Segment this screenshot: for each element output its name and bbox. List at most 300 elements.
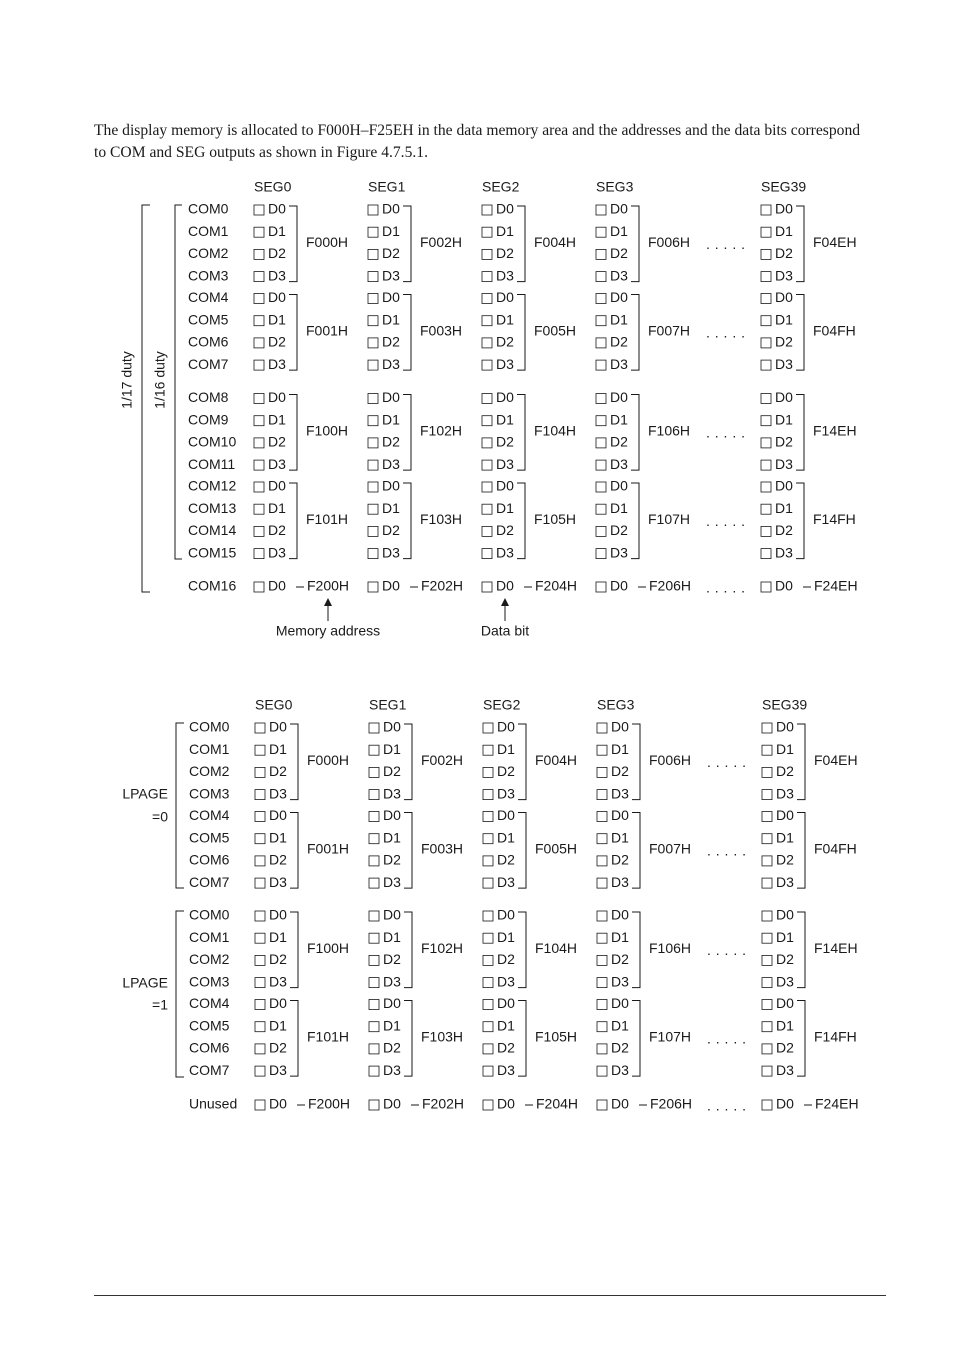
bit-checkbox xyxy=(369,834,379,844)
bit-checkbox xyxy=(596,582,606,592)
lpage-1-bracket xyxy=(176,911,184,1077)
data-bit-label: D1 xyxy=(496,311,514,328)
bit-checkbox xyxy=(369,790,379,800)
bit-checkbox xyxy=(483,790,493,800)
data-bit-label: D2 xyxy=(268,245,286,262)
data-bit-label: D3 xyxy=(611,1061,629,1078)
address-bracket xyxy=(404,1001,412,1077)
address-bracket xyxy=(290,1001,298,1077)
memory-address-label: F101H xyxy=(306,511,349,528)
memory-address-label: F002H xyxy=(421,752,464,769)
bit-checkbox xyxy=(255,933,265,943)
bit-checkbox xyxy=(368,272,378,282)
bit-checkbox xyxy=(761,394,771,404)
data-bit-label: D2 xyxy=(382,433,400,450)
bit-checkbox xyxy=(761,316,771,326)
memory-address-label: F007H xyxy=(648,322,691,339)
bit-checkbox xyxy=(254,504,264,514)
bit-checkbox xyxy=(482,549,492,559)
data-bit-label: D2 xyxy=(611,763,629,780)
data-bit-label: D1 xyxy=(776,829,794,846)
data-bit-label: D0 xyxy=(269,807,287,824)
com-label: COM7 xyxy=(189,1061,230,1078)
com-label: COM5 xyxy=(189,829,230,846)
address-bracket xyxy=(290,813,298,889)
bit-checkbox xyxy=(597,955,607,965)
data-bit-label: D3 xyxy=(611,973,629,990)
data-bit-label: D3 xyxy=(610,455,628,472)
bit-checkbox xyxy=(368,360,378,370)
bit-checkbox xyxy=(597,1100,607,1110)
data-bit-label: D0 xyxy=(776,995,794,1012)
bit-checkbox xyxy=(482,272,492,282)
com-label: COM4 xyxy=(189,807,230,824)
data-bit-label: D1 xyxy=(383,829,401,846)
bit-checkbox xyxy=(482,294,492,304)
data-bit-label: D3 xyxy=(497,873,515,890)
data-bit-label: D1 xyxy=(268,411,286,428)
data-bit-label: D1 xyxy=(610,222,628,239)
segment-header-seg0: SEG0 xyxy=(255,696,293,713)
data-bit-label: D1 xyxy=(610,499,628,516)
bit-checkbox xyxy=(483,955,493,965)
memory-address-label: F103H xyxy=(420,511,463,528)
bit-checkbox xyxy=(761,526,771,536)
bit-checkbox xyxy=(254,272,264,282)
data-bit-label: D3 xyxy=(383,873,401,890)
memory-address-label: F202H xyxy=(421,577,464,594)
bit-checkbox xyxy=(597,745,607,755)
data-bit-label: D2 xyxy=(268,433,286,450)
address-bracket xyxy=(632,912,640,988)
memory-address-label: F001H xyxy=(307,840,350,857)
bit-checkbox xyxy=(596,416,606,426)
data-bit-label: D1 xyxy=(611,740,629,757)
arrow-head xyxy=(501,598,509,606)
com-label: COM12 xyxy=(188,477,237,494)
data-bit-label: D2 xyxy=(269,851,287,868)
address-bracket xyxy=(289,483,297,559)
bit-checkbox xyxy=(368,249,378,259)
footer-rule xyxy=(94,1295,886,1296)
bit-checkbox xyxy=(255,834,265,844)
data-bit-label: D1 xyxy=(776,1017,794,1034)
data-bit-label: D3 xyxy=(610,544,628,561)
com-label: COM0 xyxy=(188,200,229,217)
data-bit-label: D1 xyxy=(497,1017,515,1034)
com-label: COM7 xyxy=(189,873,230,890)
address-bracket xyxy=(290,724,298,800)
bit-checkbox xyxy=(596,394,606,404)
bit-checkbox xyxy=(761,227,771,237)
data-bit-label: D3 xyxy=(496,544,514,561)
data-bit-label: D2 xyxy=(269,763,287,780)
data-bit-label: D0 xyxy=(496,200,514,217)
bit-checkbox xyxy=(761,504,771,514)
bit-checkbox xyxy=(596,227,606,237)
duty-1-16-label: 1/16 duty xyxy=(151,351,168,409)
data-bit-label: D3 xyxy=(775,267,793,284)
lpage-1-value: =1 xyxy=(152,996,168,1013)
memory-address-label: F006H xyxy=(649,752,692,769)
data-bit-label: D0 xyxy=(382,477,400,494)
bit-checkbox xyxy=(255,856,265,866)
data-bit-label: D0 xyxy=(610,577,628,594)
bit-checkbox xyxy=(482,526,492,536)
data-bit-label: D3 xyxy=(496,267,514,284)
data-bit-label: D2 xyxy=(611,951,629,968)
data-bit-label: D1 xyxy=(382,222,400,239)
data-bit-label: D2 xyxy=(775,433,793,450)
bit-checkbox xyxy=(597,1022,607,1032)
com-label: COM11 xyxy=(188,455,236,472)
segment-header-seg1: SEG1 xyxy=(369,696,407,713)
data-bit-label: D1 xyxy=(383,740,401,757)
bit-checkbox xyxy=(483,723,493,733)
data-bit-annotation: Data bit xyxy=(480,622,530,639)
address-bracket xyxy=(517,395,525,471)
data-bit-label: D3 xyxy=(776,873,794,890)
data-bit-label: D0 xyxy=(775,289,793,306)
lpage-1-label: LPAGE xyxy=(122,974,168,991)
data-bit-label: D3 xyxy=(269,785,287,802)
bit-checkbox xyxy=(597,767,607,777)
data-bit-label: D0 xyxy=(776,1095,794,1112)
bit-checkbox xyxy=(482,416,492,426)
data-bit-label: D0 xyxy=(268,577,286,594)
segment-header-seg39: SEG39 xyxy=(762,696,808,713)
data-bit-label: D0 xyxy=(268,477,286,494)
com-label: COM8 xyxy=(188,389,229,406)
last-row-label: COM16 xyxy=(188,577,237,594)
memory-address-label: F14FH xyxy=(813,511,856,528)
data-bit-label: D0 xyxy=(497,995,515,1012)
data-bit-label: D0 xyxy=(382,289,400,306)
last-row-label: Unused xyxy=(189,1095,238,1112)
bit-checkbox xyxy=(482,582,492,592)
bit-checkbox xyxy=(596,482,606,492)
memory-address-label: F007H xyxy=(649,840,692,857)
bit-checkbox xyxy=(368,504,378,514)
continuation-ellipsis: . . . . . xyxy=(707,754,747,771)
data-bit-label: D3 xyxy=(497,785,515,802)
data-bit-label: D3 xyxy=(496,455,514,472)
data-bit-label: D1 xyxy=(611,829,629,846)
data-bit-label: D1 xyxy=(776,928,794,945)
com-label: COM6 xyxy=(188,333,229,350)
bit-checkbox xyxy=(596,338,606,348)
bit-checkbox xyxy=(254,394,264,404)
memory-address-label: F04FH xyxy=(814,840,857,857)
bit-checkbox xyxy=(369,978,379,988)
com-label: COM3 xyxy=(188,267,229,284)
segment-header-seg1: SEG1 xyxy=(368,178,406,195)
address-bracket xyxy=(631,395,639,471)
segment-header-seg0: SEG0 xyxy=(254,178,292,195)
bit-checkbox xyxy=(761,249,771,259)
data-bit-label: D3 xyxy=(269,873,287,890)
bit-checkbox xyxy=(254,205,264,215)
com-label: COM1 xyxy=(189,928,230,945)
bit-checkbox xyxy=(761,438,771,448)
bit-checkbox xyxy=(761,205,771,215)
bit-checkbox xyxy=(761,416,771,426)
bit-checkbox xyxy=(369,878,379,888)
data-bit-label: D0 xyxy=(775,389,793,406)
data-bit-label: D1 xyxy=(382,411,400,428)
data-bit-label: D2 xyxy=(382,245,400,262)
memory-address-label: F200H xyxy=(308,1095,351,1112)
address-bracket xyxy=(404,724,412,800)
data-bit-label: D2 xyxy=(269,1039,287,1056)
bit-checkbox xyxy=(368,294,378,304)
data-bit-label: D0 xyxy=(383,906,401,923)
bit-checkbox xyxy=(597,911,607,921)
data-bit-label: D2 xyxy=(496,522,514,539)
duty-1-17-bracket xyxy=(142,205,150,592)
memory-address-label: F005H xyxy=(535,840,578,857)
bit-checkbox xyxy=(255,723,265,733)
bit-checkbox xyxy=(597,790,607,800)
bit-checkbox xyxy=(762,745,772,755)
bit-checkbox xyxy=(254,416,264,426)
memory-address-label: F102H xyxy=(421,940,464,957)
bit-checkbox xyxy=(254,249,264,259)
bit-checkbox xyxy=(596,272,606,282)
bit-checkbox xyxy=(596,360,606,370)
bit-checkbox xyxy=(597,1066,607,1076)
data-bit-label: D2 xyxy=(268,522,286,539)
data-bit-label: D3 xyxy=(269,973,287,990)
bit-checkbox xyxy=(761,338,771,348)
bit-checkbox xyxy=(762,834,772,844)
continuation-ellipsis: . . . . . xyxy=(706,424,746,441)
data-bit-label: D0 xyxy=(610,289,628,306)
memory-address-label: F04EH xyxy=(814,752,858,769)
bit-checkbox xyxy=(596,294,606,304)
data-bit-label: D2 xyxy=(383,1039,401,1056)
bit-checkbox xyxy=(762,723,772,733)
data-bit-label: D3 xyxy=(382,455,400,472)
com-label: COM3 xyxy=(189,973,230,990)
bit-checkbox xyxy=(483,834,493,844)
segment-header-seg3: SEG3 xyxy=(597,696,635,713)
bit-checkbox xyxy=(368,582,378,592)
data-bit-label: D2 xyxy=(776,851,794,868)
data-bit-label: D1 xyxy=(775,411,793,428)
data-bit-label: D0 xyxy=(775,200,793,217)
bit-checkbox xyxy=(762,878,772,888)
com-label: COM6 xyxy=(189,1039,230,1056)
data-bit-label: D0 xyxy=(383,995,401,1012)
bit-checkbox xyxy=(255,955,265,965)
data-bit-label: D3 xyxy=(382,355,400,372)
data-bit-label: D3 xyxy=(496,355,514,372)
address-bracket xyxy=(631,206,639,282)
bit-checkbox xyxy=(254,526,264,536)
bit-checkbox xyxy=(369,1100,379,1110)
data-bit-label: D1 xyxy=(775,311,793,328)
address-bracket xyxy=(797,724,805,800)
data-bit-label: D3 xyxy=(776,1061,794,1078)
bit-checkbox xyxy=(254,549,264,559)
address-bracket xyxy=(797,1001,805,1077)
bit-checkbox xyxy=(762,1000,772,1010)
bit-checkbox xyxy=(761,272,771,282)
data-bit-label: D0 xyxy=(611,1095,629,1112)
address-bracket xyxy=(796,206,804,282)
address-bracket xyxy=(403,206,411,282)
memory-address-label: F101H xyxy=(307,1028,350,1045)
data-bit-label: D3 xyxy=(776,973,794,990)
bit-checkbox xyxy=(368,549,378,559)
memory-address-label: F102H xyxy=(420,422,463,439)
bit-checkbox xyxy=(368,482,378,492)
bit-checkbox xyxy=(255,790,265,800)
memory-address-label: F107H xyxy=(648,511,691,528)
address-bracket xyxy=(518,1001,526,1077)
data-bit-label: D1 xyxy=(776,740,794,757)
data-bit-label: D0 xyxy=(497,807,515,824)
bit-checkbox xyxy=(762,955,772,965)
bit-checkbox xyxy=(762,767,772,777)
data-bit-label: D0 xyxy=(268,389,286,406)
bit-checkbox xyxy=(482,338,492,348)
data-bit-label: D0 xyxy=(268,289,286,306)
com-label: COM9 xyxy=(188,411,229,428)
bit-checkbox xyxy=(761,482,771,492)
lpage-0-label: LPAGE xyxy=(122,785,168,802)
bit-checkbox xyxy=(369,812,379,822)
address-bracket xyxy=(796,395,804,471)
data-bit-label: D1 xyxy=(610,411,628,428)
data-bit-label: D2 xyxy=(775,245,793,262)
bit-checkbox xyxy=(596,504,606,514)
data-bit-label: D2 xyxy=(611,1039,629,1056)
bit-checkbox xyxy=(482,504,492,514)
memory-address-label: F104H xyxy=(535,940,578,957)
com-label: COM5 xyxy=(189,1017,230,1034)
address-bracket xyxy=(404,813,412,889)
bit-checkbox xyxy=(368,227,378,237)
bit-checkbox xyxy=(482,227,492,237)
address-bracket xyxy=(517,206,525,282)
bit-checkbox xyxy=(762,1022,772,1032)
segment-header-seg39: SEG39 xyxy=(761,178,807,195)
bit-checkbox xyxy=(597,812,607,822)
data-bit-label: D0 xyxy=(610,200,628,217)
bit-checkbox xyxy=(369,955,379,965)
data-bit-label: D0 xyxy=(611,995,629,1012)
data-bit-label: D1 xyxy=(497,740,515,757)
com-label: COM0 xyxy=(189,906,230,923)
memory-address-label: F004H xyxy=(534,234,577,251)
address-bracket xyxy=(518,912,526,988)
memory-address-label: F105H xyxy=(534,511,577,528)
bit-checkbox xyxy=(369,1022,379,1032)
bit-checkbox xyxy=(596,438,606,448)
memory-address-label: F04FH xyxy=(813,322,856,339)
memory-address-label: F106H xyxy=(648,422,691,439)
bit-checkbox xyxy=(761,294,771,304)
data-bit-label: D3 xyxy=(383,973,401,990)
memory-address-label: F107H xyxy=(649,1028,692,1045)
bit-checkbox xyxy=(761,360,771,370)
bit-checkbox xyxy=(254,294,264,304)
data-bit-label: D1 xyxy=(775,222,793,239)
com-label: COM2 xyxy=(189,763,230,780)
com-label: COM4 xyxy=(189,995,230,1012)
data-bit-label: D2 xyxy=(383,763,401,780)
bit-checkbox xyxy=(254,438,264,448)
bit-checkbox xyxy=(368,205,378,215)
bit-checkbox xyxy=(597,856,607,866)
bit-checkbox xyxy=(597,1000,607,1010)
bit-checkbox xyxy=(368,438,378,448)
data-bit-label: D2 xyxy=(497,951,515,968)
bit-checkbox xyxy=(255,978,265,988)
data-bit-label: D3 xyxy=(610,355,628,372)
memory-address-label: F004H xyxy=(535,752,578,769)
data-bit-label: D3 xyxy=(383,785,401,802)
bit-checkbox xyxy=(255,745,265,755)
data-bit-label: D1 xyxy=(611,928,629,945)
bit-checkbox xyxy=(369,723,379,733)
data-bit-label: D1 xyxy=(268,222,286,239)
bit-checkbox xyxy=(368,316,378,326)
bit-checkbox xyxy=(369,1044,379,1054)
address-bracket xyxy=(403,295,411,371)
data-bit-label: D1 xyxy=(610,311,628,328)
bit-checkbox xyxy=(483,856,493,866)
data-bit-label: D0 xyxy=(496,289,514,306)
data-bit-label: D1 xyxy=(496,499,514,516)
data-bit-label: D2 xyxy=(497,1039,515,1056)
data-bit-label: D0 xyxy=(611,718,629,735)
com-label: COM13 xyxy=(188,499,237,516)
data-bit-label: D1 xyxy=(269,829,287,846)
bit-checkbox xyxy=(482,482,492,492)
bit-checkbox xyxy=(254,460,264,470)
data-bit-label: D3 xyxy=(497,973,515,990)
data-bit-label: D0 xyxy=(383,1095,401,1112)
bit-checkbox xyxy=(255,1100,265,1110)
bit-checkbox xyxy=(597,878,607,888)
data-bit-label: D2 xyxy=(497,763,515,780)
bit-checkbox xyxy=(597,933,607,943)
duty-1-16-bracket xyxy=(175,205,182,559)
data-bit-label: D2 xyxy=(383,951,401,968)
data-bit-label: D1 xyxy=(269,928,287,945)
lpage-0-value: =0 xyxy=(152,808,168,825)
continuation-ellipsis: . . . . . xyxy=(707,942,747,959)
com-label: COM5 xyxy=(188,311,229,328)
data-bit-label: D2 xyxy=(775,522,793,539)
address-bracket xyxy=(517,483,525,559)
address-bracket xyxy=(796,483,804,559)
bit-checkbox xyxy=(483,933,493,943)
data-bit-label: D0 xyxy=(497,906,515,923)
data-bit-label: D0 xyxy=(776,807,794,824)
bit-checkbox xyxy=(254,360,264,370)
data-bit-label: D2 xyxy=(776,763,794,780)
memory-address-label: F104H xyxy=(534,422,577,439)
memory-address-label: F202H xyxy=(422,1095,465,1112)
data-bit-label: D0 xyxy=(268,200,286,217)
data-bit-label: D0 xyxy=(496,477,514,494)
continuation-ellipsis: . . . . . xyxy=(707,842,747,859)
memory-address-label: F14EH xyxy=(813,422,857,439)
